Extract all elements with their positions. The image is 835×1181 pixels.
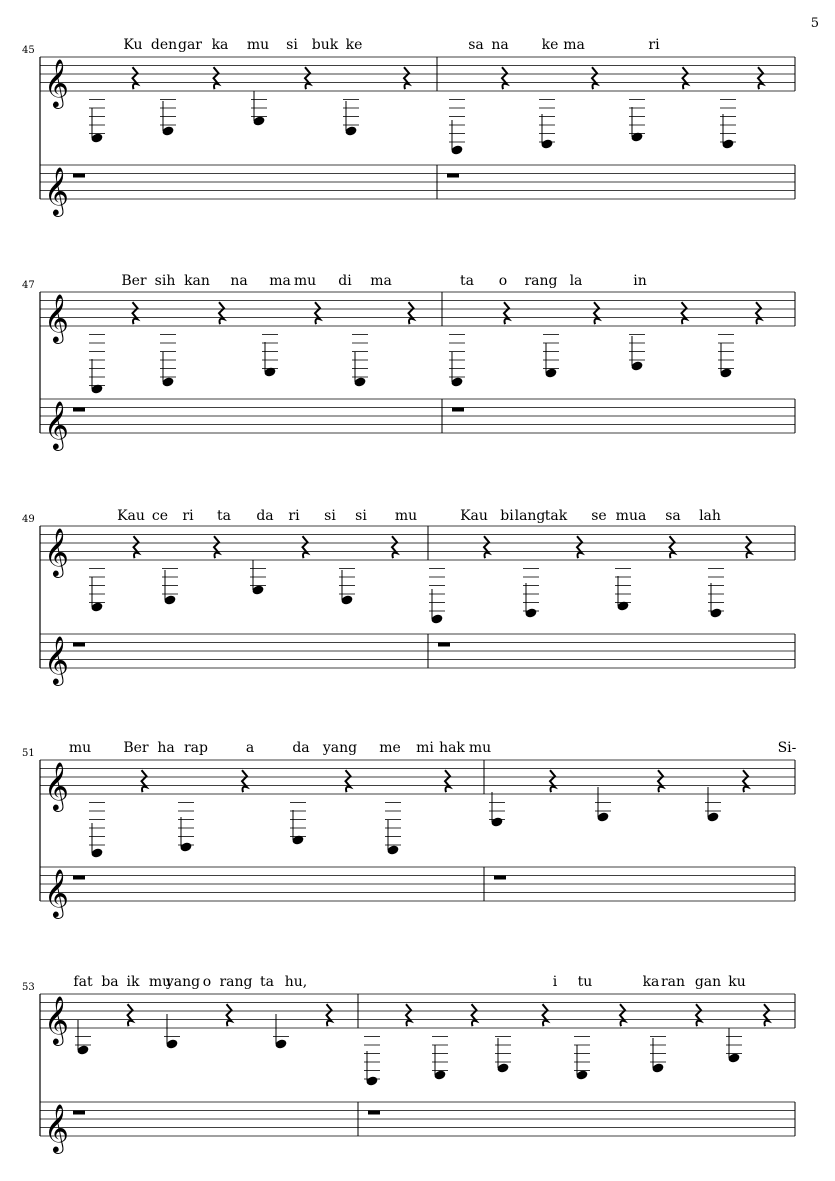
lyric-syllable: lah [699,508,721,524]
lyric-syllable: i [552,974,558,990]
lyric-syllable: yang [322,740,358,756]
lyric-syllable: sa [665,508,681,524]
quarter-rest [756,302,761,324]
lyric-syllable: ke [345,37,363,53]
lyric-syllable: Ber [121,273,147,289]
lyric-syllable: bi [500,508,514,524]
lyric-syllable: ri [648,37,660,53]
quarter-rest [764,1004,769,1026]
quarter-rest [550,770,555,792]
lyric-syllable: si [355,508,367,524]
lyric-syllable: a [245,740,255,756]
treble-clef-icon: 𝄞 [44,400,69,449]
lyric-syllable: o [498,273,508,289]
treble-clef-icon: 𝄞 [44,58,69,107]
measure-number: 47 [22,280,35,291]
quarter-rest [484,536,489,558]
quarter-rest [346,770,351,792]
lyric-syllable: di [338,273,352,289]
lyric-syllable: ku [728,974,746,990]
lyric-syllable: si [286,37,298,53]
lyric-syllable: mu [148,974,172,990]
lyric-syllable: se [591,508,607,524]
lyric-syllable: na [230,273,248,289]
treble-clef-icon: 𝄞 [44,868,69,917]
lyric-syllable: gan [694,974,722,990]
lyric-syllable: sa [468,37,484,53]
quarter-rest [142,770,147,792]
lyric-syllable: mu [394,508,418,524]
lyric-syllable: ri [182,508,194,524]
lyric-syllable: kan [184,273,210,289]
quarter-rest [502,67,507,89]
whole-rest [494,876,506,880]
quarter-rest [472,1004,477,1026]
lyric-syllable: Si- [777,740,797,756]
lyric-syllable: ha [157,740,175,756]
quarter-rest [305,67,310,89]
whole-rest [368,1111,380,1115]
quarter-rest [404,67,409,89]
lyric-syllable: den [150,37,178,53]
lyric-syllable: ta [217,508,231,524]
lyric-syllable: mi [416,740,434,756]
lyric-syllable: da [256,508,274,524]
quarter-rest [128,1004,133,1026]
lyric-syllable: ka [211,37,229,53]
lyric-syllable: Kau [117,508,145,524]
whole-rest [447,174,459,178]
treble-clef-icon: 𝄞 [44,293,69,342]
lyric-syllable: da [292,740,310,756]
lyric-syllable: yang [165,974,201,990]
lyric-syllable: la [569,273,583,289]
lyric-syllable: tu [577,974,593,990]
lyric-syllable: hak [439,740,465,756]
lyric-syllable: na [491,37,509,53]
quarter-rest [214,67,219,89]
quarter-rest [406,1004,411,1026]
quarter-rest [620,1004,625,1026]
lyric-syllable: mua [615,508,647,524]
quarter-rest [743,770,748,792]
lyric-syllable: in [633,273,647,289]
quarter-rest [746,536,751,558]
whole-rest [73,1111,85,1115]
lyric-syllable: ma [269,273,291,289]
quarter-rest [577,536,582,558]
lyric-syllable: ke [541,37,559,53]
lyric-syllable: mu [468,740,492,756]
quarter-rest [315,302,320,324]
quarter-rest [594,302,599,324]
lyric-syllable: rap [183,740,209,756]
quarter-rest [658,770,663,792]
lyric-syllable: ce [151,508,169,524]
lyric-syllable: hu, [284,974,308,990]
quarter-rest [682,302,687,324]
whole-rest [73,643,85,647]
whole-rest [73,876,85,880]
lyric-syllable: lang [514,508,546,524]
quarter-rest [445,770,450,792]
lyric-syllable: mu [246,37,270,53]
lyric-syllable: ik [126,974,140,990]
quarter-rest [219,302,224,324]
lyric-syllable: tak [544,508,568,524]
whole-rest [73,174,85,178]
lyric-syllable: Ber [123,740,149,756]
lyric-syllable: Kau [460,508,488,524]
quarter-rest [543,1004,548,1026]
whole-rest [438,643,450,647]
lyric-syllable: buk [311,37,339,53]
quarter-rest [133,67,138,89]
lyric-syllable: ka [642,974,660,990]
quarter-rest [683,67,688,89]
lyric-syllable: mu [68,740,92,756]
quarter-rest [670,536,675,558]
page-number: 5 [810,16,819,31]
treble-clef-icon: 𝄞 [44,527,69,576]
lyric-syllable: sih [154,273,176,289]
quarter-rest [592,67,597,89]
lyric-syllable: o [202,974,212,990]
quarter-rest [242,770,247,792]
quarter-rest [134,536,139,558]
measure-number: 49 [22,514,35,525]
lyric-syllable: rang [524,273,558,289]
treble-clef-icon: 𝄞 [44,635,69,684]
quarter-rest [133,302,138,324]
treble-clef-icon: 𝄞 [44,1103,69,1152]
lyric-syllable: me [379,740,401,756]
lyric-syllable: ri [288,508,300,524]
quarter-rest [409,302,414,324]
lyric-syllable: ba [101,974,119,990]
measure-number: 45 [22,45,35,56]
lyric-syllable: si [324,508,336,524]
lyric-syllable: gar [177,37,203,53]
quarter-rest [327,1004,332,1026]
treble-clef-icon: 𝄞 [44,995,69,1044]
treble-clef-icon: 𝄞 [44,761,69,810]
quarter-rest [303,536,308,558]
treble-clef-icon: 𝄞 [44,166,69,215]
lyric-syllable: mu [293,273,317,289]
quarter-rest [504,302,509,324]
quarter-rest [392,536,397,558]
whole-rest [452,408,464,412]
measure-number: 53 [22,982,35,993]
quarter-rest [227,1004,232,1026]
lyric-syllable: Ku [123,37,143,53]
lyric-syllable: ta [460,273,474,289]
lyric-syllable: ma [563,37,585,53]
quarter-rest [758,67,763,89]
lyric-syllable: ma [370,273,392,289]
lyric-syllable: rang [219,974,253,990]
quarter-rest [696,1004,701,1026]
quarter-rest [214,536,219,558]
lyric-syllable: fat [73,974,93,990]
lyric-syllable: ran [660,974,686,990]
lyric-syllable: ta [260,974,274,990]
measure-number: 51 [22,748,35,759]
whole-rest [73,408,85,412]
